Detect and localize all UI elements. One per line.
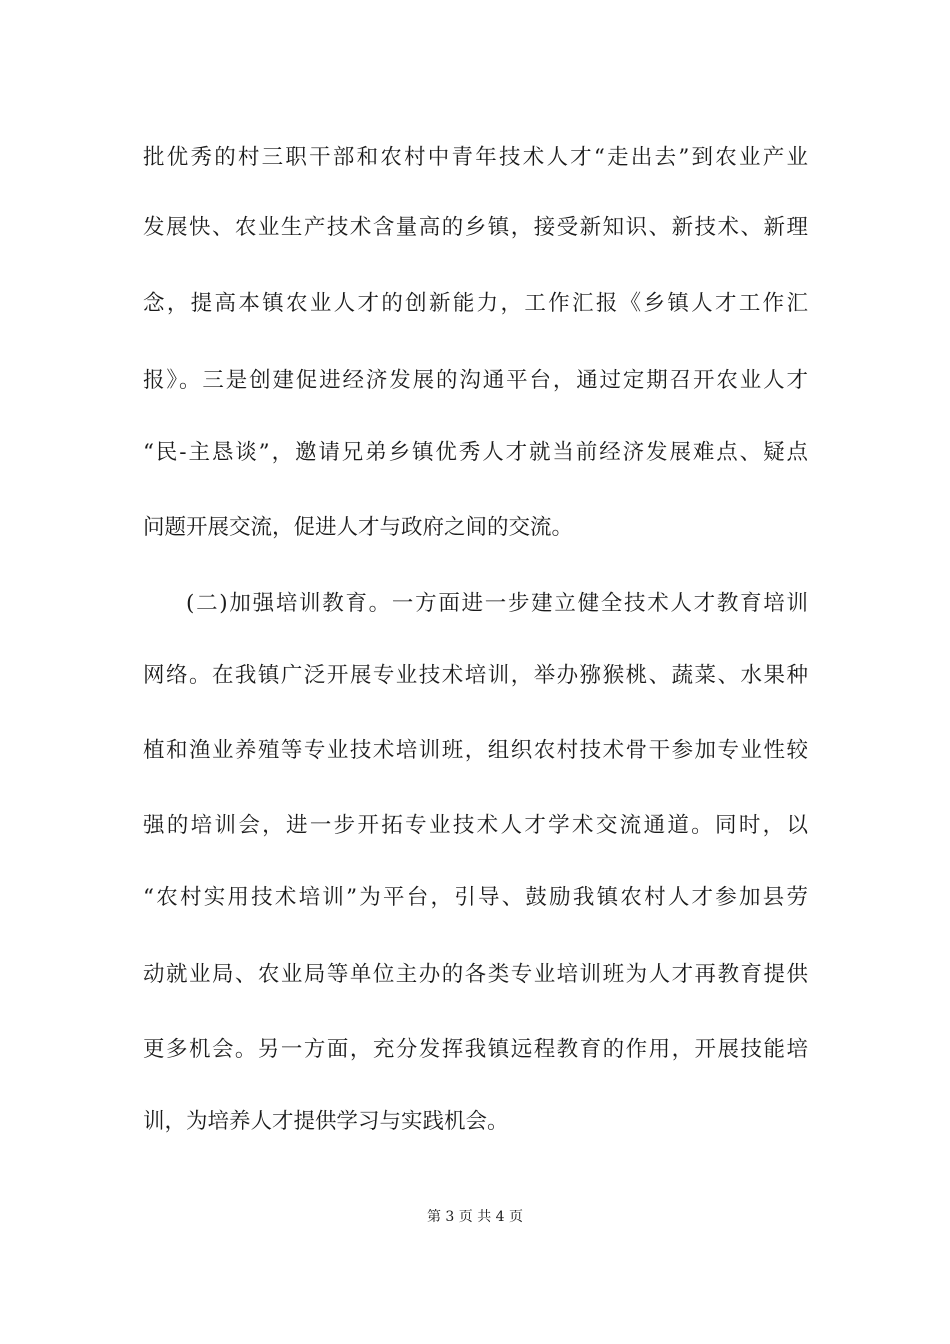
paragraph-1-line-6: 问题开展交流，促进人才与政府之间的交流。 [143, 515, 574, 540]
page-footer [0, 1207, 950, 1227]
page-number: 第 3 页 共 4 页 [426, 1209, 524, 1225]
paragraph-2-line-6: 动就业局、农业局等单位主办的各类专业培训班为人才再教育提供 [143, 962, 808, 987]
paragraph-1-line-4: 报》。三是创建促进经济发展的沟通平台，通过定期召开农业人才 [143, 368, 808, 393]
paragraph-2-line-8: 训，为培养人才提供学习与实践机会。 [143, 1109, 509, 1134]
paragraph-2-line-5: “农村实用技术培训”为平台，引导、鼓励我镇农村人才参加县劳 [143, 885, 808, 910]
paragraph-2-line-3: 植和渔业养殖等专业技术培训班，组织农村技术骨干参加专业性较 [143, 738, 808, 763]
paragraph-2-line-1: (二)加强培训教育。一方面进一步建立健全技术人才教育培训 [186, 591, 808, 616]
paragraph-2-line-2: 网络。在我镇广泛开展专业技术培训，举办猕猴桃、蔬菜、水果种 [143, 663, 808, 688]
paragraph-1-line-1: 批优秀的村三职干部和农村中青年技术人才“走出去”到农业产业 [143, 145, 808, 170]
paragraph-1-line-3: 念，提高本镇农业人才的创新能力，工作汇报《乡镇人才工作汇 [143, 291, 808, 316]
paragraph-2-line-7: 更多机会。另一方面，充分发挥我镇远程教育的作用，开展技能培 [143, 1037, 808, 1062]
paragraph-1-line-2: 发展快、农业生产技术含量高的乡镇，接受新知识、新技术、新理 [143, 215, 808, 240]
paragraph-2-line-4: 强的培训会，进一步开拓专业技术人才学术交流通道。同时，以 [143, 813, 808, 838]
paragraph-1-line-5: “民-主恳谈”，邀请兄弟乡镇优秀人才就当前经济发展难点、疑点 [143, 440, 808, 465]
